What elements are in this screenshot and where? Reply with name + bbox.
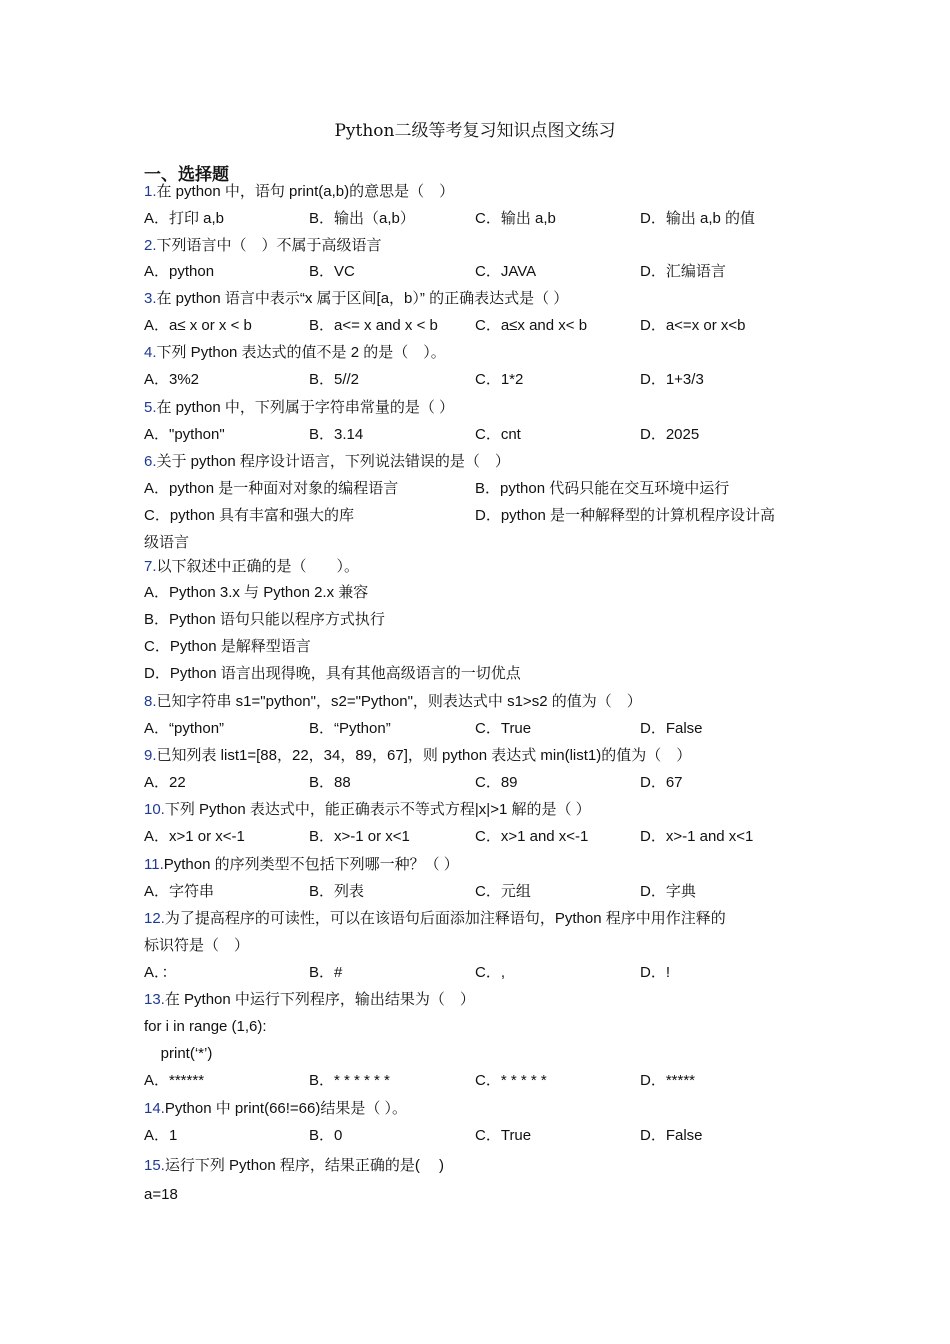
question-15 — [144, 1156, 444, 1176]
question-text: 以下叙述中正确的是（ ）。 — [156, 558, 360, 575]
question-text: 为了提高程序的可读性，可以在该语句后面添加注释语句，Python 程序中用作注释的 — [164, 910, 726, 927]
option-a: A．3%2 — [144, 371, 200, 388]
option-d: D．1+3/3 — [640, 371, 704, 388]
option-a: A．python — [144, 263, 215, 280]
question-number: 1. — [144, 183, 157, 200]
option-c: C．JAVA — [475, 263, 537, 280]
option-c: C．x>1 and x<-1 — [475, 828, 589, 845]
option-c: C．89 — [475, 774, 518, 791]
question-text: 已知列表 list1=[88，22，34，89，67]，则 python 表达式 min(list1)的值为（ ） — [156, 747, 692, 764]
question-text: 下列语言中（ ）不属于高级语言 — [156, 237, 382, 254]
question-4 — [144, 343, 446, 363]
question-text: 运行下列 Python 程序，结果正确的是( ) — [164, 1157, 445, 1174]
option-b: B．88 — [309, 774, 351, 791]
option-c: C．1*2 — [475, 371, 524, 388]
option-a: A．x>1 or x<-1 — [144, 828, 245, 845]
question-text: 已知字符串 s1="python"，s2="Python"，则表达式中 s1>s2 的值为（ ） — [156, 693, 642, 710]
question-text: 下列 Python 表达式的值不是 2 的是（ ）。 — [156, 344, 446, 361]
option-a: A．a≤ x or x < b — [144, 317, 252, 334]
question-number: 15. — [144, 1157, 165, 1174]
option-d: D．x>-1 and x<1 — [640, 828, 754, 845]
question-text: Python 的序列类型不包括下列哪一种？（ ） — [163, 856, 459, 873]
code-line: a=18 — [144, 1186, 178, 1203]
question-number: 9. — [144, 747, 157, 764]
option-d: D．***** — [640, 1072, 696, 1089]
question-10 — [144, 800, 591, 820]
option-d: D．67 — [640, 774, 683, 791]
question-number: 4. — [144, 344, 157, 361]
option-a: A．****** — [144, 1072, 205, 1089]
option-d: D．a<=x or x<b — [640, 317, 746, 334]
option-b: B．5//2 — [309, 371, 360, 388]
option-c: C．a≤x and x< b — [475, 317, 588, 334]
option-c: C．True — [475, 1127, 532, 1144]
question-number: 5. — [144, 399, 157, 416]
option-d: D．输出 a,b 的值 — [640, 210, 756, 227]
question-number: 14. — [144, 1100, 165, 1117]
question-12 — [144, 909, 726, 929]
option-a: A．python 是一种面对对象的编程语言 — [144, 480, 399, 497]
question-13 — [144, 990, 475, 1010]
question-14 — [144, 1099, 407, 1119]
question-number: 8. — [144, 693, 157, 710]
option-a: A．Python 3.x 与 Python 2.x 兼容 — [144, 584, 369, 601]
question-text: 关于 python 程序设计语言，下列说法错误的是（ ） — [156, 453, 510, 470]
option-d: D．汇编语言 — [640, 263, 726, 280]
question-number: 12. — [144, 910, 165, 927]
question-5 — [144, 398, 454, 418]
option-d: D．Python 语言出现得晚，具有其他高级语言的一切优点 — [144, 665, 521, 682]
option-b: B．a<= x and x < b — [309, 317, 438, 334]
option-c: C．Python 是解释型语言 — [144, 638, 311, 655]
question-11 — [144, 855, 459, 875]
question-8 — [144, 692, 642, 712]
question-number: 13. — [144, 991, 165, 1008]
option-b: B．0 — [309, 1127, 343, 1144]
question-number: 10. — [144, 801, 165, 818]
option-a: A．打印 a,b — [144, 210, 225, 227]
question-6 — [144, 452, 510, 472]
question-text: 在 python 中，下列属于字符串常量的是（ ） — [156, 399, 455, 416]
question-number: 7. — [144, 558, 157, 575]
question-text: Python 中 print(66!=66)结果是（ ）。 — [164, 1100, 408, 1117]
option-b: B．列表 — [309, 883, 365, 900]
option-d: D．False — [640, 1127, 703, 1144]
page-title: Python二级等考复习知识点图文练习 — [334, 121, 616, 141]
option-b: B．* * * * * * — [309, 1072, 390, 1089]
question-7 — [144, 557, 359, 577]
question-text: 下列 Python 表达式中，能正确表示不等式方程|x|>1 解的是（ ） — [164, 801, 591, 818]
option-d: D．字典 — [640, 883, 696, 900]
option-a: A．： — [144, 964, 177, 981]
question-number: 3. — [144, 290, 157, 307]
option-d: D．! — [640, 964, 671, 981]
code-line: for i in range (1,6): — [144, 1018, 267, 1035]
option-c: C．True — [475, 720, 532, 737]
question-12-continuation: 标识符是（ ） — [144, 937, 250, 954]
option-b: B．x>-1 or x<1 — [309, 828, 410, 845]
question-number: 11. — [144, 856, 164, 873]
option-a: A．"python" — [144, 426, 225, 443]
option-b: B．python 代码只能在交互环境中运行 — [475, 480, 730, 497]
option-a: A．字符串 — [144, 883, 215, 900]
option-b: B．3.14 — [309, 426, 364, 443]
option-c: C．* * * * * — [475, 1072, 547, 1089]
option-c: C．元组 — [475, 883, 531, 900]
question-3 — [144, 289, 568, 309]
option-c: C．, — [475, 964, 506, 981]
question-text: 在 Python 中运行下列程序，输出结果为（ ） — [164, 991, 475, 1008]
option-c: C．输出 a,b — [475, 210, 556, 227]
option-d-continuation: 级语言 — [144, 534, 190, 551]
question-text: 在 python 语言中表示“x 属于区间[a，b）” 的正确表达式是（ ） — [156, 290, 569, 307]
option-d: D．2025 — [640, 426, 700, 443]
option-b: B．# — [309, 964, 343, 981]
option-d: D．python 是一种解释型的计算机程序设计高 — [475, 507, 776, 524]
section-heading: 一、选择题 — [144, 165, 229, 184]
option-b: B．VC — [309, 263, 355, 280]
option-a: A．22 — [144, 774, 186, 791]
option-b: B．“Python” — [309, 720, 391, 737]
option-c: C．cnt — [475, 426, 521, 443]
code-line: print(‘*’) — [144, 1045, 213, 1062]
question-number: 2. — [144, 237, 157, 254]
option-a: A．1 — [144, 1127, 178, 1144]
option-b: B．输出（a,b） — [309, 210, 415, 227]
question-text: 在 python 中，语句 print(a,b)的意思是（ ） — [156, 183, 455, 200]
question-number: 6. — [144, 453, 157, 470]
question-1 — [144, 182, 454, 202]
option-c: C．python 具有丰富和强大的库 — [144, 507, 355, 524]
option-a: A．“python” — [144, 720, 225, 737]
question-2 — [144, 236, 382, 256]
option-d: D．False — [640, 720, 703, 737]
option-b: B．Python 语句只能以程序方式执行 — [144, 611, 385, 628]
question-9 — [144, 746, 691, 766]
